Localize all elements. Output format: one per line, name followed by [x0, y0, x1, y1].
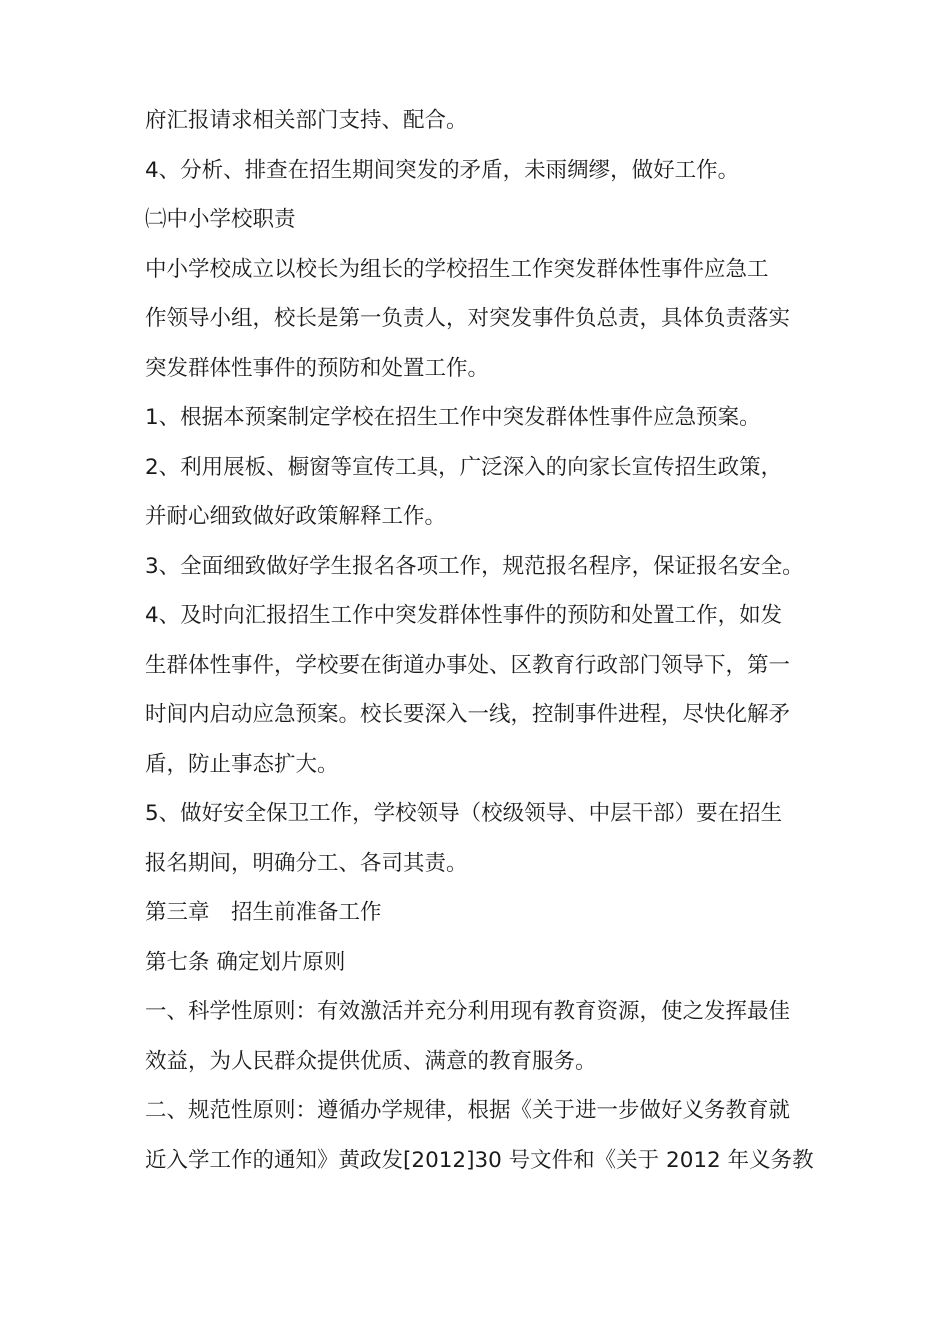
text-line: 突发群体性事件的预防和处置工作。 — [145, 355, 490, 381]
text-line: 并耐心细致做好政策解释工作。 — [145, 504, 447, 529]
text-line: 4、及时向汇报招生工作中突发群体性事件的预防和处置工作，如发 — [145, 603, 783, 628]
text-line: 生群体性事件，学校要在街道办事处、区教育行政部门领导下，第一 — [145, 652, 791, 678]
text-line: 盾，防止事态扩大。 — [145, 751, 339, 777]
text-line: 近入学工作的通知》黄政发[2012]30 号文件和《关于 2012 年义务教 — [145, 1147, 814, 1173]
article-heading: 第七条 确定划片原则 — [145, 949, 346, 975]
document-body — [145, 96, 825, 1185]
text-line: 1、根据本预案制定学校在招生工作中突发群体性事件应急预案。 — [145, 405, 761, 430]
section-heading: ㈡中小学校职责 — [145, 207, 296, 232]
text-line: 4、分析、排查在招生期间突发的矛盾，未雨绸缪，做好工作。 — [145, 157, 740, 183]
text-line: 作领导小组，校长是第一负责人，对突发事件负总责，具体负责落实 — [145, 306, 791, 331]
text-line: 时间内启动应急预案。校长要深入一线，控制事件进程，尽快化解矛 — [145, 702, 791, 727]
text-line: 一、科学性原则：有效激活并充分利用现有教育资源，使之发挥最佳 — [145, 999, 791, 1024]
text-line: 效益，为人民群众提供优质、满意的教育服务。 — [145, 1048, 597, 1074]
chapter-heading: 第三章 招生前准备工作 — [145, 900, 382, 925]
text-line: 报名期间，明确分工、各司其责。 — [145, 850, 468, 876]
text-line: 5、做好安全保卫工作，学校领导（校级领导、中层干部）要在招生 — [145, 801, 783, 826]
text-line: 二、规范性原则：遵循办学规律，根据《关于进一步做好义务教育就 — [145, 1098, 791, 1123]
text-line: 中小学校成立以校长为组长的学校招生工作突发群体性事件应急工 — [145, 256, 769, 282]
text-line: 府汇报请求相关部门支持、配合。 — [145, 108, 468, 133]
text-line: 2、利用展板、橱窗等宣传工具，广泛深入的向家长宣传招生政策， — [145, 454, 783, 480]
text-line: 3、全面细致做好学生报名各项工作，规范报名程序，保证报名安全。 — [145, 553, 804, 579]
